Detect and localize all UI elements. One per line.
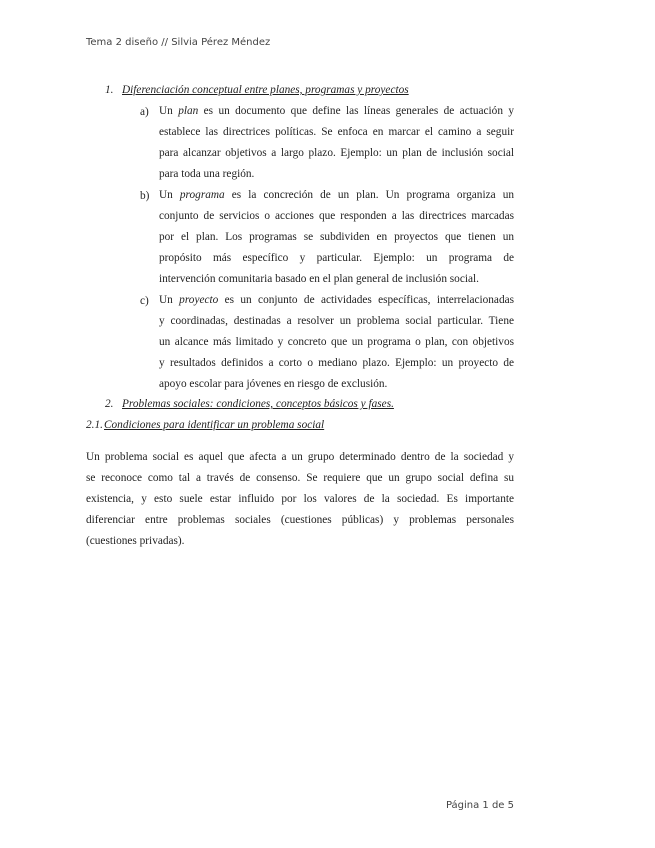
item-b-text: [159, 185, 514, 290]
item-b-line-5: intervención comunitaria basado en el plan general de inclusión social.: [159, 273, 479, 285]
body-paragraph: [86, 447, 514, 552]
item-a-line-3: para alcanzar objetivos a largo plazo. Ejemplo: un plan de inclusión social: [159, 147, 514, 159]
paragraph-line-1: Un problema social es aquel que afecta a un grupo determinado dentro de la sociedad y: [86, 451, 514, 463]
item-b-line-4: propósito más específico y particular. Ejemplo: un programa de: [159, 252, 514, 264]
item-c-line-5: apoyo escolar para jóvenes en riesgo de exclusión.: [159, 378, 388, 390]
section-1-number: 1.: [105, 84, 114, 96]
item-a-line-2: establece las directrices políticas. Se enfoca en marcar el camino a seguir: [159, 126, 514, 138]
item-c-text: [159, 290, 514, 395]
item-a-line-4: para toda una región.: [159, 168, 255, 180]
item-a-text: [159, 101, 514, 185]
page-number: Página 1 de 5: [445, 800, 514, 811]
subsection-2-1-title: Condiciones para identificar un problema social: [104, 419, 325, 431]
section-2-title: Problemas sociales: condiciones, conceptos básicos y fases.: [122, 398, 394, 410]
item-c-line-4: y resultados definidos a corto o mediano plazo. Ejemplo: un proyecto de: [159, 357, 514, 369]
item-c-marker: c): [140, 295, 149, 307]
section-1-title: Diferenciación conceptual entre planes, programas y proyectos: [122, 84, 409, 96]
page-header: Tema 2 diseño // Silvia Pérez Méndez: [86, 37, 271, 48]
item-c-line-1: Un proyecto es un conjunto de actividades específicas, interrelacionadas: [159, 294, 515, 306]
section-2-number: 2.: [105, 398, 114, 410]
subsection-2-1-number: 2.1.: [86, 419, 103, 431]
paragraph-line-3: existencia, y esto suele estar influido por los valores de la sociedad. Es importante: [86, 493, 514, 505]
item-c-line-2: y coordinadas, destinadas a resolver un problema social particular. Tiene: [159, 315, 514, 327]
item-c-line-3: un alcance más limitado y concreto que un programa o plan, con objetivos: [159, 336, 514, 348]
item-a-line-1: Un plan es un documento que define las líneas generales de actuación y: [159, 105, 514, 117]
item-b-line-1: Un programa es la concreción de un plan. Un programa organiza un: [159, 189, 514, 201]
item-b-line-2: conjunto de servicios o acciones que responden a las directrices marcadas: [159, 210, 514, 222]
item-b-marker: b): [140, 190, 150, 202]
paragraph-line-5: (cuestiones privadas).: [86, 535, 185, 547]
paragraph-line-4: diferenciar entre problemas sociales (cuestiones públicas) y problemas personales: [86, 514, 514, 526]
paragraph-line-2: se reconoce como tal a través de consenso. Se requiere que un grupo social defina su: [86, 472, 514, 484]
item-b-line-3: por el plan. Los programas se subdividen en proyectos que tienen un: [159, 231, 514, 243]
item-a-marker: a): [140, 106, 149, 118]
